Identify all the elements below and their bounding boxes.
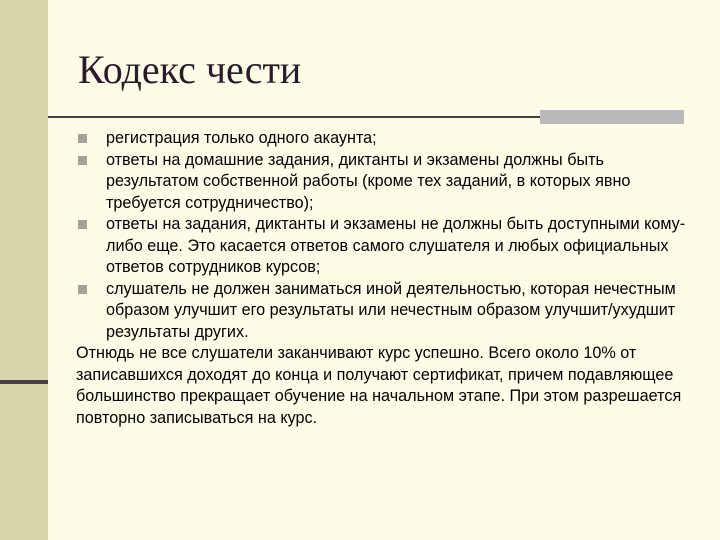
title-divider-accent bbox=[540, 110, 684, 124]
bullet-text: регистрация только одного акаунта; bbox=[106, 129, 377, 147]
left-decor-rule bbox=[0, 380, 48, 384]
bullet-text: ответы на домашние задания, диктанты и экзамены должны быть результатом собственной работы (кроме тех заданий, в которых явно требуется сотрудничество); bbox=[106, 150, 631, 212]
bullet-item bbox=[76, 150, 686, 215]
slide-content bbox=[76, 128, 686, 429]
square-bullet-icon bbox=[78, 285, 87, 294]
slide-title: Кодекс чести bbox=[78, 47, 302, 92]
square-bullet-icon bbox=[78, 134, 87, 143]
bullet-text: ответы на задания, диктанты и экзамены не должны быть доступными кому-либо еще. Это касается ответов самого слушателя и любых официальных ответов сотрудников курсов; bbox=[106, 215, 686, 276]
body-paragraph: Отнюдь не все слушатели заканчивают курс успешно. Всего около 10% от записавшихся доходят до конца и получают сертификат, причем подавляющее большинство прекращает обучение на начальном этапе. При этом разрешается повторно записываться на курс. bbox=[76, 344, 682, 427]
left-decor-band bbox=[0, 0, 48, 540]
bullet-list bbox=[76, 128, 686, 343]
bullet-item bbox=[76, 128, 686, 150]
square-bullet-icon bbox=[78, 220, 87, 229]
square-bullet-icon bbox=[78, 156, 87, 165]
bullet-item bbox=[76, 214, 686, 279]
bullet-text: слушатель не должен заниматься иной деятельностью, которая нечестным образом улучшит его результаты или нечестным образом улучшит/ухудшит результаты других. bbox=[106, 279, 676, 341]
bullet-item bbox=[76, 279, 686, 344]
